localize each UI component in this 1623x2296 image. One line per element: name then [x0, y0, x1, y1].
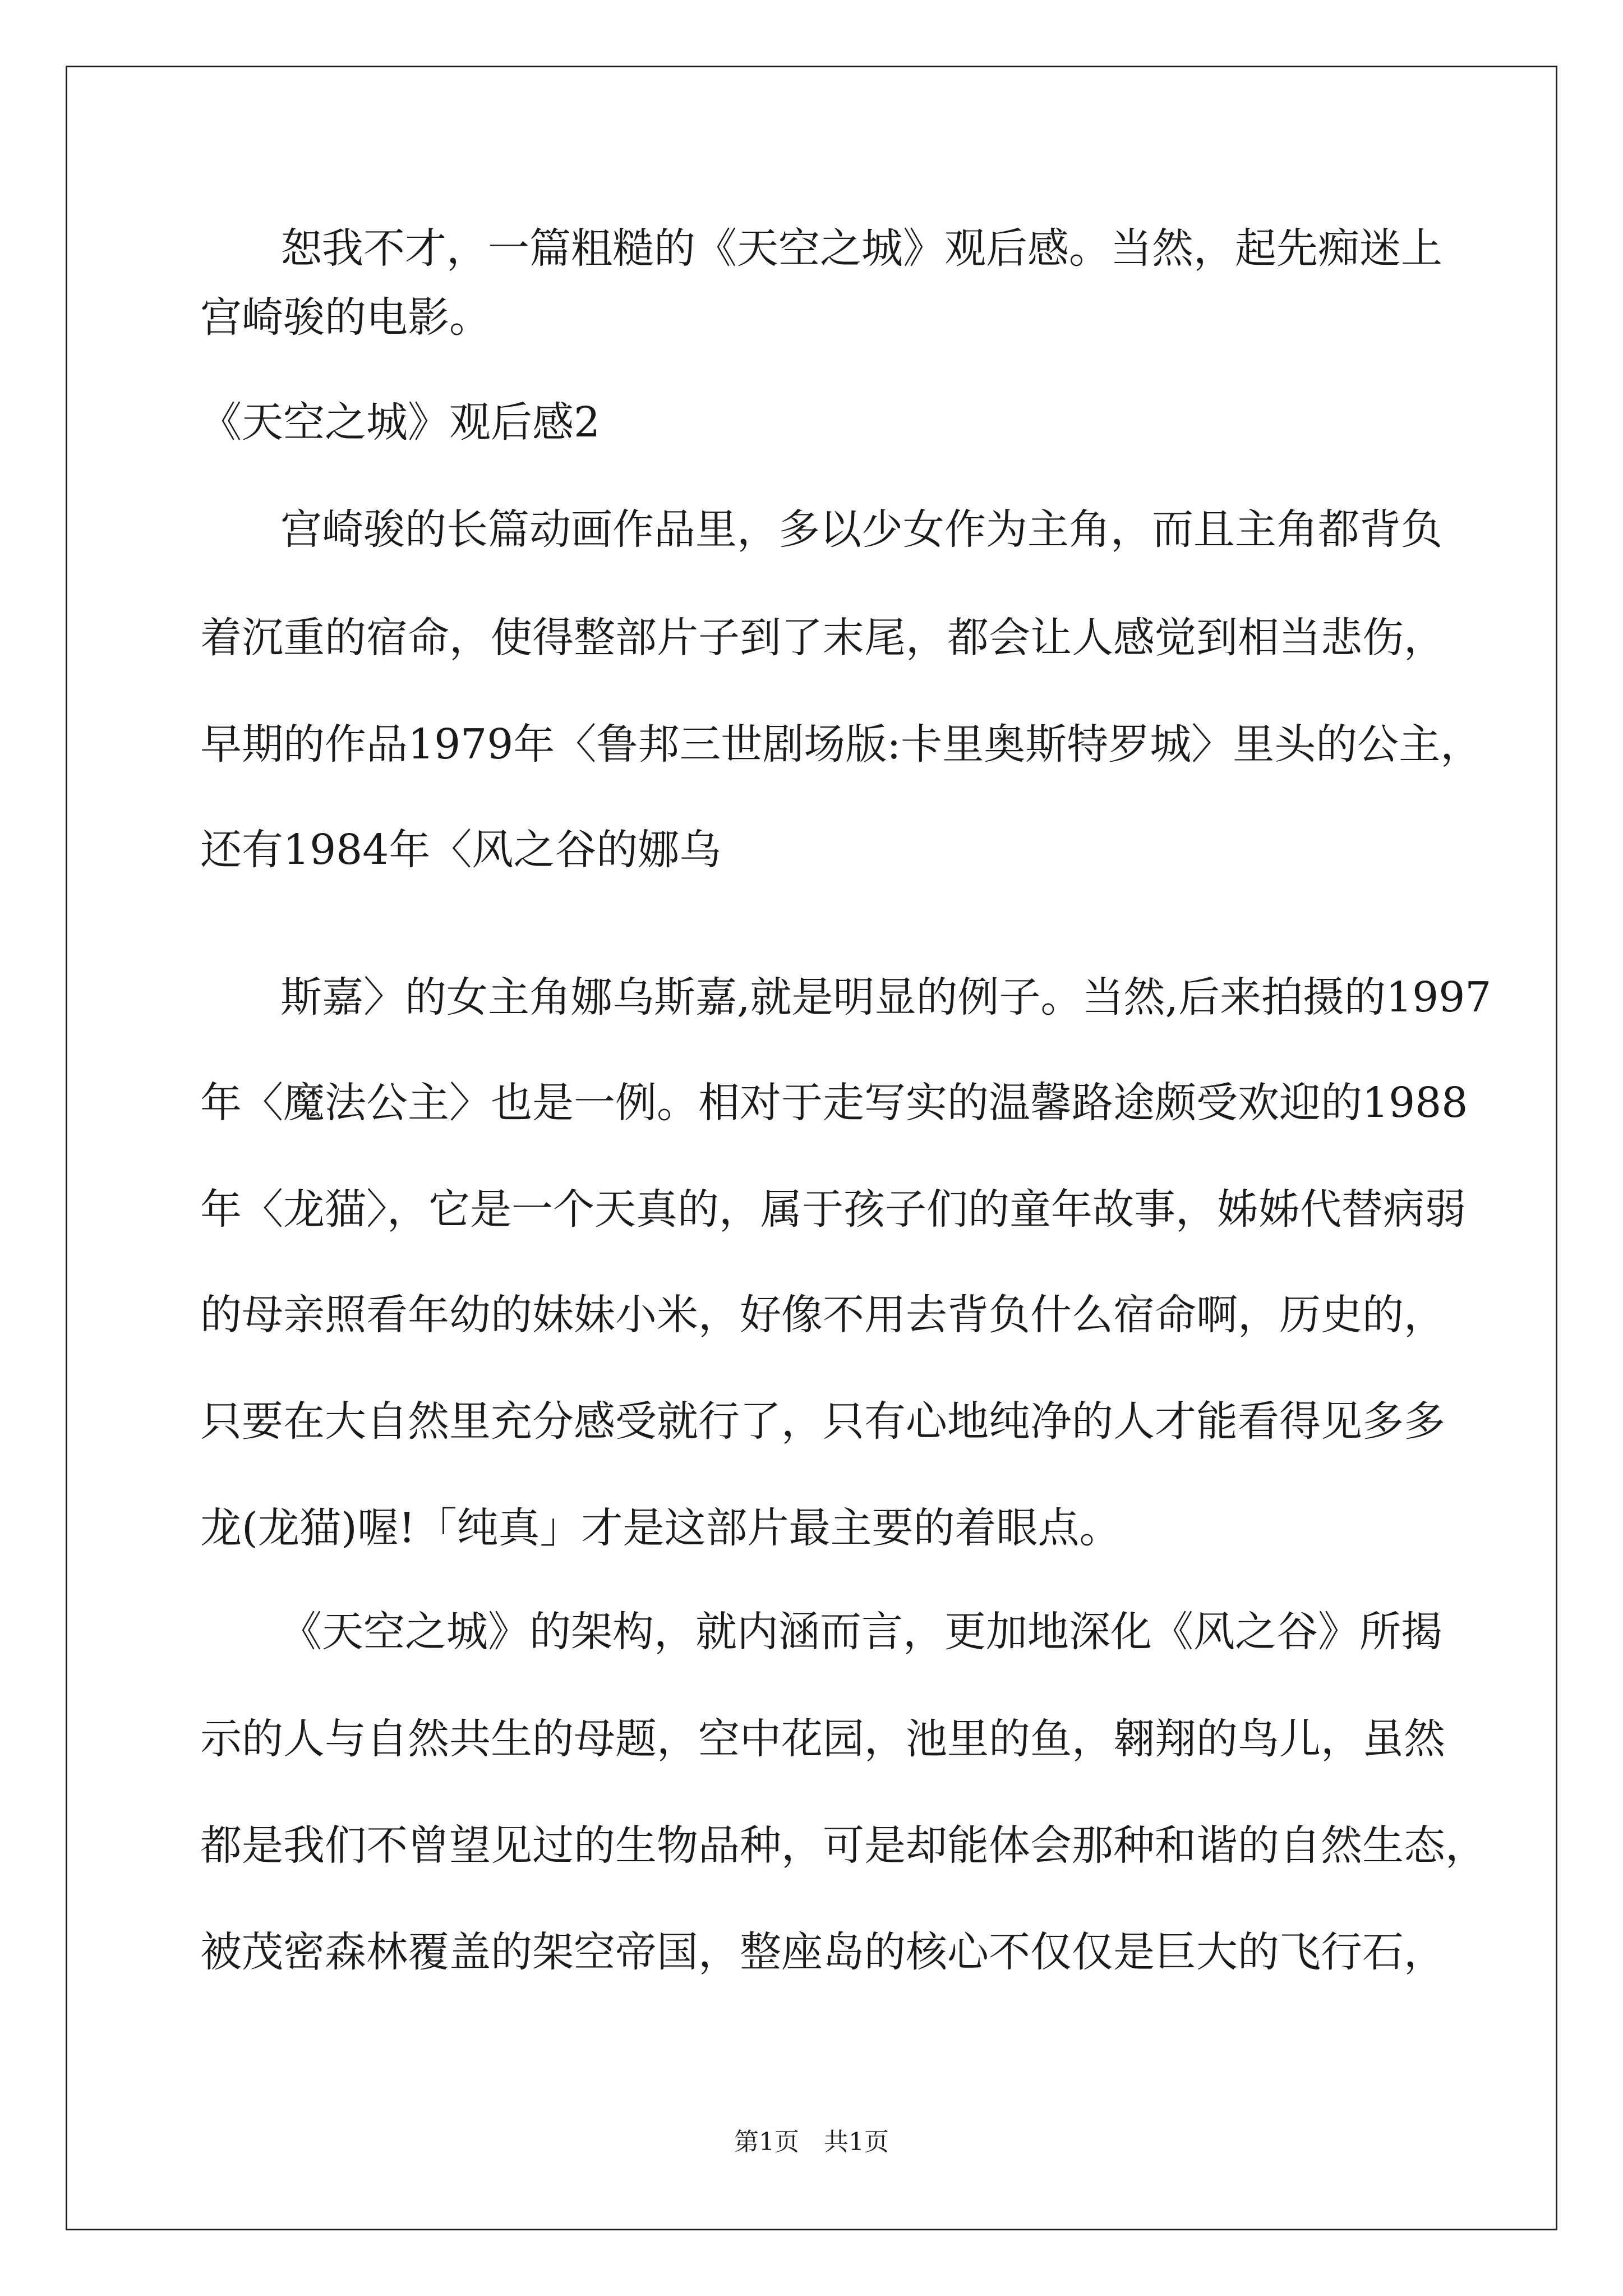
paragraph-line: 《天空之城》的架构，就内涵而言，更加地深化《风之谷》所揭: [280, 1608, 1442, 1656]
paragraph-line: 着沉重的宿命，使得整部片子到了末尾，都会让人感觉到相当悲伤，: [200, 614, 1445, 662]
paragraph-line: 都是我们不曾望见过的生物品种，可是却能体会那种和谐的自然生态，: [200, 1821, 1487, 1870]
paragraph-line: 年〈龙猫〉，它是一个天真的，属于孩子们的童年故事，姊姊代替病弱: [200, 1185, 1466, 1234]
paragraph-line: 斯嘉〉的女主角娜乌斯嘉,就是明显的例子。当然,后来拍摄的1997: [280, 973, 1492, 1022]
paragraph-line: 早期的作品1979年〈鲁邦三世剧场版:卡里奥斯特罗城〉里头的公主，: [200, 720, 1482, 769]
paragraph-line: 的母亲照看年幼的妹妹小米，好像不用去背负什么宿命啊，历史的，: [200, 1291, 1445, 1339]
paragraph-line: 示的人与自然共生的母题，空中花园，池里的鱼，翱翔的鸟儿，虽然: [200, 1715, 1445, 1763]
paragraph-line: 被茂密森林覆盖的架空帝国，整座岛的核心不仅仅是巨大的飞行石，: [200, 1928, 1445, 1976]
paragraph-line: 宫崎骏的电影。: [200, 293, 491, 342]
paragraph-line: 还有1984年〈风之谷的娜乌: [200, 826, 721, 874]
paragraph-line: 只要在大自然里充分感受就行了，只有心地纯净的人才能看得见多多: [200, 1397, 1445, 1446]
section-heading: 《天空之城》观后感2: [200, 398, 601, 447]
paragraph-line: 年〈魔法公主〉也是一例。相对于走写实的温馨路途颇受欢迎的1988: [200, 1079, 1468, 1127]
paragraph-line: 恕我不才，一篇粗糙的《天空之城》观后感。当然，起先痴迷上: [280, 224, 1442, 273]
paragraph-line: 宫崎骏的长篇动画作品里，多以少女作为主角，而且主角都背负: [280, 505, 1442, 554]
page-border: [66, 66, 1557, 2230]
page-number-footer: 第1页 共1页: [734, 2128, 889, 2156]
paragraph-line: 龙(龙猫)喔!「纯真」才是这部片最主要的着眼点。: [200, 1504, 1121, 1552]
